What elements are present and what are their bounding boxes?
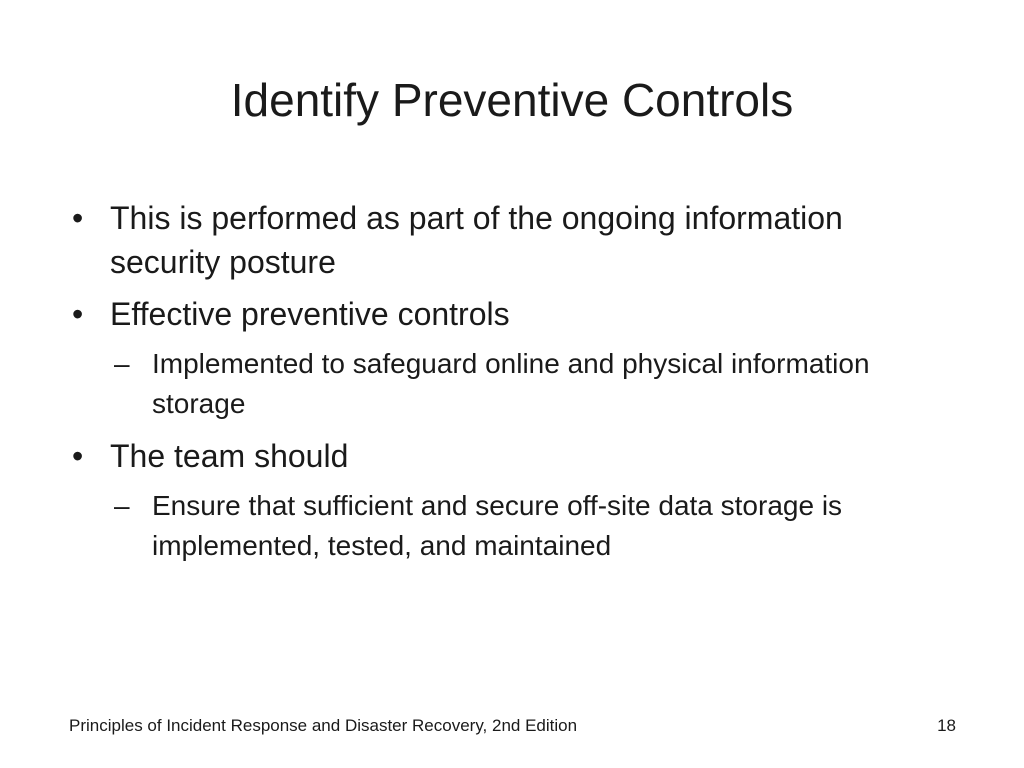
bullet-item — [72, 434, 952, 478]
sub-bullet-marker: – — [114, 348, 130, 379]
bullet-marker: • — [72, 200, 84, 236]
sub-bullet-text: Ensure that sufficient and secure off-site data storage is implemented, tested, and maintained — [152, 490, 843, 561]
bullet-item — [72, 292, 952, 336]
footer-book-title: Principles of Incident Response and Disaster Recovery, 2nd Edition — [69, 716, 578, 735]
slide-content — [72, 196, 952, 576]
bullet-marker: • — [72, 296, 84, 332]
bullet-text: This is performed as part of the ongoing information security posture — [110, 200, 843, 280]
slide-title: Identify Preventive Controls — [230, 74, 794, 126]
sub-bullet-text: Implemented to safeguard online and physical information storage — [152, 348, 870, 419]
bullet-marker: • — [72, 438, 84, 474]
bullet-text: The team should — [110, 438, 349, 474]
sub-bullet-item — [72, 486, 952, 566]
sub-bullet-item — [72, 344, 952, 424]
bullet-item — [72, 196, 952, 284]
bullet-text: Effective preventive controls — [110, 296, 510, 332]
page-number: 18 — [937, 716, 956, 735]
sub-bullet-marker: – — [114, 490, 130, 521]
